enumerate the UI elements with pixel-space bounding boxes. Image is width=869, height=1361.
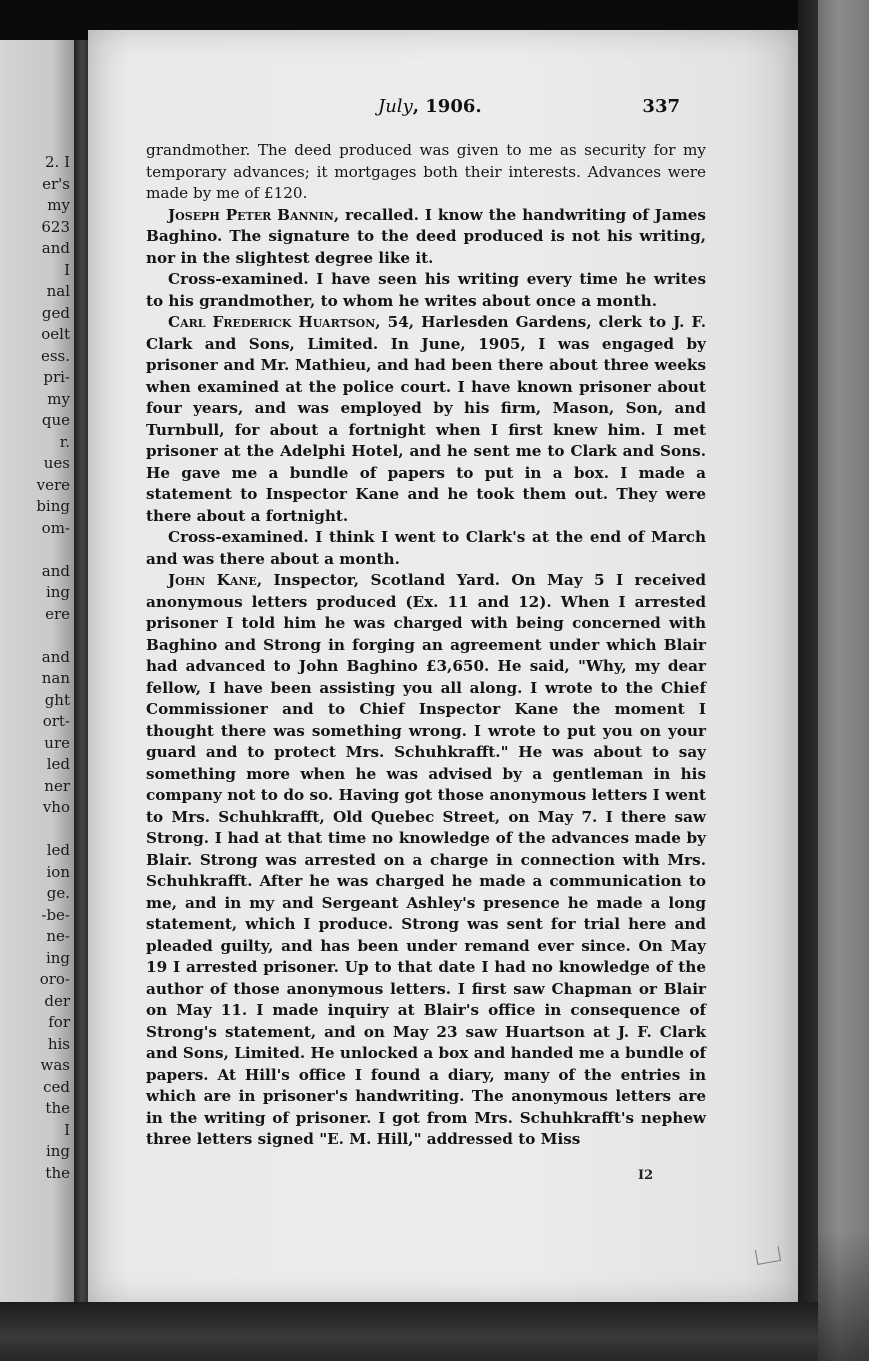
facing-page-fragment: I bbox=[64, 260, 70, 279]
scanner-bottom-edge bbox=[0, 1302, 818, 1361]
header-year: , 1906. bbox=[412, 96, 482, 117]
facing-page-fragment: bing bbox=[36, 497, 70, 515]
facing-page-fragment: vere bbox=[36, 475, 70, 494]
facing-page-fragment: I bbox=[64, 1120, 70, 1139]
page-edge-shadow bbox=[798, 0, 818, 1361]
witness-name-kane: John Kane bbox=[168, 571, 257, 589]
facing-page-fragment: ght bbox=[44, 690, 70, 709]
facing-page-fragment: ess. bbox=[40, 346, 70, 365]
facing-page-fragment: 2. I bbox=[44, 153, 70, 171]
facing-page-fragment: the bbox=[45, 1099, 70, 1117]
left-page-edge bbox=[0, 40, 74, 1302]
paragraph-5 bbox=[146, 527, 706, 570]
signature-mark: I2 bbox=[638, 1168, 654, 1183]
facing-page-fragment: ing bbox=[45, 1142, 70, 1160]
witness-name-bannin: Joseph Peter Bannin bbox=[168, 205, 334, 224]
paragraph-1-text: grandmother. The deed produced was given to me as security for my temporary advances; it mortgages both their interests. Advances were made by me of £120. bbox=[146, 141, 706, 202]
facing-page-fragment: ues bbox=[43, 454, 70, 472]
facing-page-fragment: ge. bbox=[46, 884, 70, 902]
facing-page-fragment: nal bbox=[46, 282, 70, 300]
facing-page-fragment: ere bbox=[45, 604, 70, 623]
page-header bbox=[88, 94, 798, 120]
facing-page-fragment: was bbox=[40, 1056, 70, 1074]
facing-page-fragment: and bbox=[41, 647, 70, 666]
facing-page-fragment: -be- bbox=[41, 905, 70, 924]
paragraph-5-text: Cross-examined. I think I went to Clark's at the end of March and was there about a month. bbox=[146, 528, 706, 568]
facing-page-fragment: oelt bbox=[41, 325, 70, 343]
facing-page-fragment: der bbox=[44, 991, 70, 1010]
facing-page-fragment: r. bbox=[59, 432, 70, 451]
facing-page-fragment: and bbox=[41, 239, 70, 257]
book-cover-board bbox=[818, 0, 869, 1361]
facing-page-fragment: nan bbox=[41, 669, 70, 687]
witness-name-huartson: Carl Frederick Huartson bbox=[168, 313, 376, 331]
facing-page-fragment: my bbox=[47, 196, 70, 214]
body-text bbox=[146, 140, 706, 1151]
facing-page-fragment: for bbox=[48, 1013, 70, 1031]
cover-shadow bbox=[818, 1230, 869, 1361]
facing-page-fragment: ion bbox=[46, 862, 70, 881]
facing-page-fragment: ne- bbox=[46, 927, 70, 945]
facing-page-fragment: ged bbox=[41, 303, 70, 322]
facing-page-fragment: the bbox=[45, 1163, 70, 1182]
paragraph-3-text: Cross-examined. I have seen his writing every time he writes to his grandmother, to whom he writes about once a month. bbox=[146, 270, 706, 310]
facing-page-fragment: ure bbox=[44, 733, 70, 752]
facing-page-fragment: 623 bbox=[41, 217, 70, 236]
page-number: 337 bbox=[642, 96, 680, 117]
paragraph-4-text: , 54, Harlesden Gardens, clerk to J. F. Clark and Sons, Limited. In June, 1905, I was engaged by prisoner and Mr. Mathieu, and had been there about three weeks when examined at the police court. I have known prisoner about four years, and was employed by his firm, Mason, Son, and Turnbull, for about a fortnight when I first knew him. I met prisoner at the Adelphi Hotel, and he sent me to Clark and Sons. He gave me a bundle of papers to put in a box. I made a statement to Inspector Kane and he took them out. They were there about a fortnight. bbox=[146, 313, 706, 525]
paragraph-2-text: , recalled. I know the handwriting of James Baghino. The signature to the deed produced is not his writing, nor in the slightest degree like it. bbox=[146, 205, 706, 267]
facing-page-fragment: led bbox=[46, 841, 70, 859]
facing-page-fragment: ced bbox=[43, 1077, 70, 1096]
running-head bbox=[378, 94, 482, 120]
header-month: July bbox=[378, 96, 413, 117]
facing-page-fragment: and bbox=[41, 561, 70, 580]
facing-page-fragment: ing bbox=[45, 583, 70, 601]
facing-page-fragment: om- bbox=[41, 518, 70, 537]
paragraph-6-text: , Inspector, Scotland Yard. On May 5 I received anonymous letters produced (Ex. 11 and 12). When I arrested prisoner I told him he was charged with being concerned with Baghino and Strong in forging an agreement under which Blair had advanced to John Baghino £3,650. He said, "Why, my dear fellow, I have been assisting you all along. I wrote to the Chief Commissioner and to Chief Inspector Kane the moment I thought there was something wrong. I wrote to put you on your guard and to protect Mrs. Schuhkrafft." He was about to say something more when he was advised by a gentleman in his company not to do so. Having got those anonymous letters I went to Mrs. Schuhkrafft, Old Quebec Street, on May 7. I there saw Strong. I had at that time no knowledge of the advances made by Blair. Strong was arrested on a charge in connection with Mrs. Schuhkrafft. After he was charged he made a communication to me, and in my and Sergeant Ashley's presence he made a long statement, which I produce. Strong was sent for trial here and pleaded guilty, and has been under remand ever since. On May 19 I arrested prisoner. Up to that date I had no knowledge of the author of those anonymous letters. I first saw Chapman or Blair on May 11. I made inquiry at Blair's office in consequence of Strong's statement, and on May 23 saw Huartson at J. F. Clark and Sons, Limited. He unlocked a box and handed me a bundle of papers. At Hill's office I found a diary, many of the entries in which are in prisoner's handwriting. The anonymous letters are in the writing of prisoner. I got from Mrs. Schuhkrafft's nephew three letters signed "E. M. Hill," addressed to Miss bbox=[146, 571, 706, 1148]
paragraph-2 bbox=[146, 205, 706, 270]
facing-page-fragment: vho bbox=[42, 798, 70, 816]
facing-page-fragment: oro- bbox=[39, 970, 70, 988]
facing-page-fragment: ing bbox=[45, 948, 70, 967]
paragraph-3 bbox=[146, 269, 706, 312]
facing-page-fragment: ner bbox=[44, 776, 70, 795]
paragraph-6 bbox=[146, 570, 706, 1151]
facing-page-fragment: er's bbox=[42, 174, 70, 193]
paragraph-1 bbox=[146, 140, 706, 205]
facing-page-fragment: pri- bbox=[43, 368, 70, 386]
facing-page-fragment: ort- bbox=[42, 712, 70, 730]
facing-page-fragment: my bbox=[47, 389, 70, 408]
facing-page-fragment: led bbox=[46, 755, 70, 773]
facing-page-fragment: his bbox=[47, 1034, 70, 1053]
paragraph-4 bbox=[146, 312, 706, 527]
facing-page-fragment: que bbox=[41, 411, 70, 429]
